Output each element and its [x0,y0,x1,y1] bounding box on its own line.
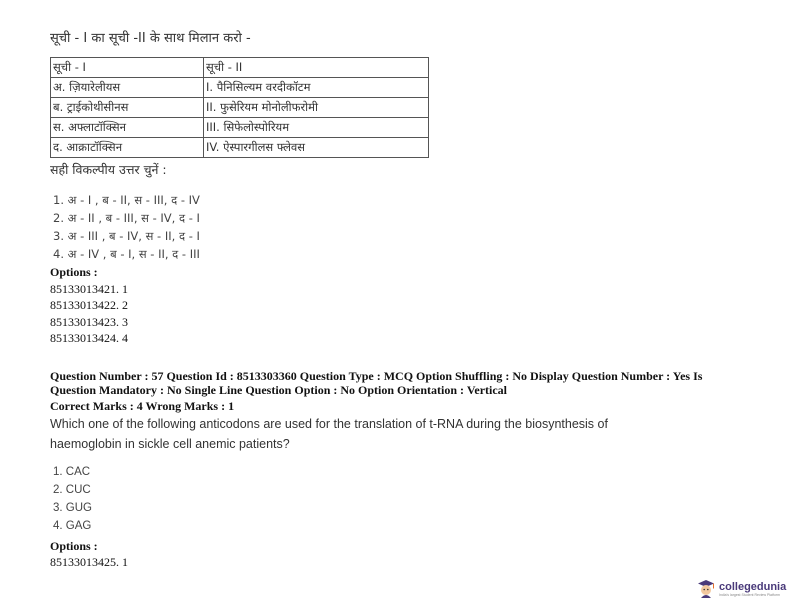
table-cell: II. फुसेरियम मोनोलीफरोमी [204,98,429,118]
table-cell: ब. ट्राईकोथीसीनस [51,98,204,118]
q57-meta-line1: Question Number : 57 Question Id : 8513303360 Question Type : MCQ Option Shuffling : No Display Question Number : Yes Is [50,369,703,383]
list-item: 3. GUG [53,502,92,514]
choose-instruction: सही विकल्पीय उत्तर चुनें : [50,162,167,177]
table-row [51,78,429,98]
q56-intro: सूची - I का सूची -II के साथ मिलान करो - [50,31,251,46]
q57-question-text: Which one of the following anticodons are used for the translation of t-RNA during the biosynthesis of haemoglobin in sickle cell anemic patients? [50,417,608,451]
q57-meta-line2: Question Mandatory : No Single Line Question Option : No Option Orientation : Vertical [50,383,508,397]
table-row [51,98,429,118]
q57-marks: Correct Marks : 4 Wrong Marks : 1 [50,399,235,413]
q57-option-list [53,463,92,535]
match-table [50,57,429,158]
table-cell: अ. ज़ियारेलीयस [51,78,204,98]
option-code: 85133013422. 2 [50,298,128,313]
q57-options-label: Options : [50,539,98,553]
logo-wordmark: collegedunia [719,580,787,593]
option-code: 85133013424. 4 [50,330,128,345]
list-item: 3. अ - III , ब - IV, स - II, द - I [53,229,200,243]
q56-options-label: Options : [50,265,98,279]
table-row [51,138,429,158]
graduate-mascot-icon [697,579,715,599]
list-item: 4. अ - IV , ब - I, स - II, द - III [53,247,200,261]
q57-option-code: 85133013425. 1 [50,555,128,569]
q56-option-list [53,191,200,263]
table-header-list1: सूची - I [51,58,204,78]
list-item: 2. CUC [53,484,91,496]
table-cell: IV. ऐस्पारगीलस फ्लेवस [204,138,429,158]
list-item: 1. अ - I , ब - II, स - III, द - IV [53,193,200,207]
table-header-row [51,58,429,78]
table-cell: III. सिफेलोस्पोरियम [204,118,429,138]
collegedunia-logo [697,579,786,599]
table-cell: द. आक्राटॉक्सिन [51,138,204,158]
logo-tagline: India's largest Student Review Platform [719,592,780,597]
list-item: 4. GAG [53,520,92,532]
table-cell: स. अफ्लाटॉक्सिन [51,118,204,138]
table-header-list2: सूची - II [204,58,429,78]
q56-option-codes [50,281,128,346]
table-row [51,118,429,138]
option-code: 85133013423. 3 [50,314,128,329]
table-cell: I. पैनिसिल्यम वरदीकॉटम [204,78,429,98]
list-item: 1. CAC [53,466,91,478]
list-item: 2. अ - II , ब - III, स - IV, द - I [53,211,200,225]
option-code: 85133013421. 1 [50,282,128,296]
